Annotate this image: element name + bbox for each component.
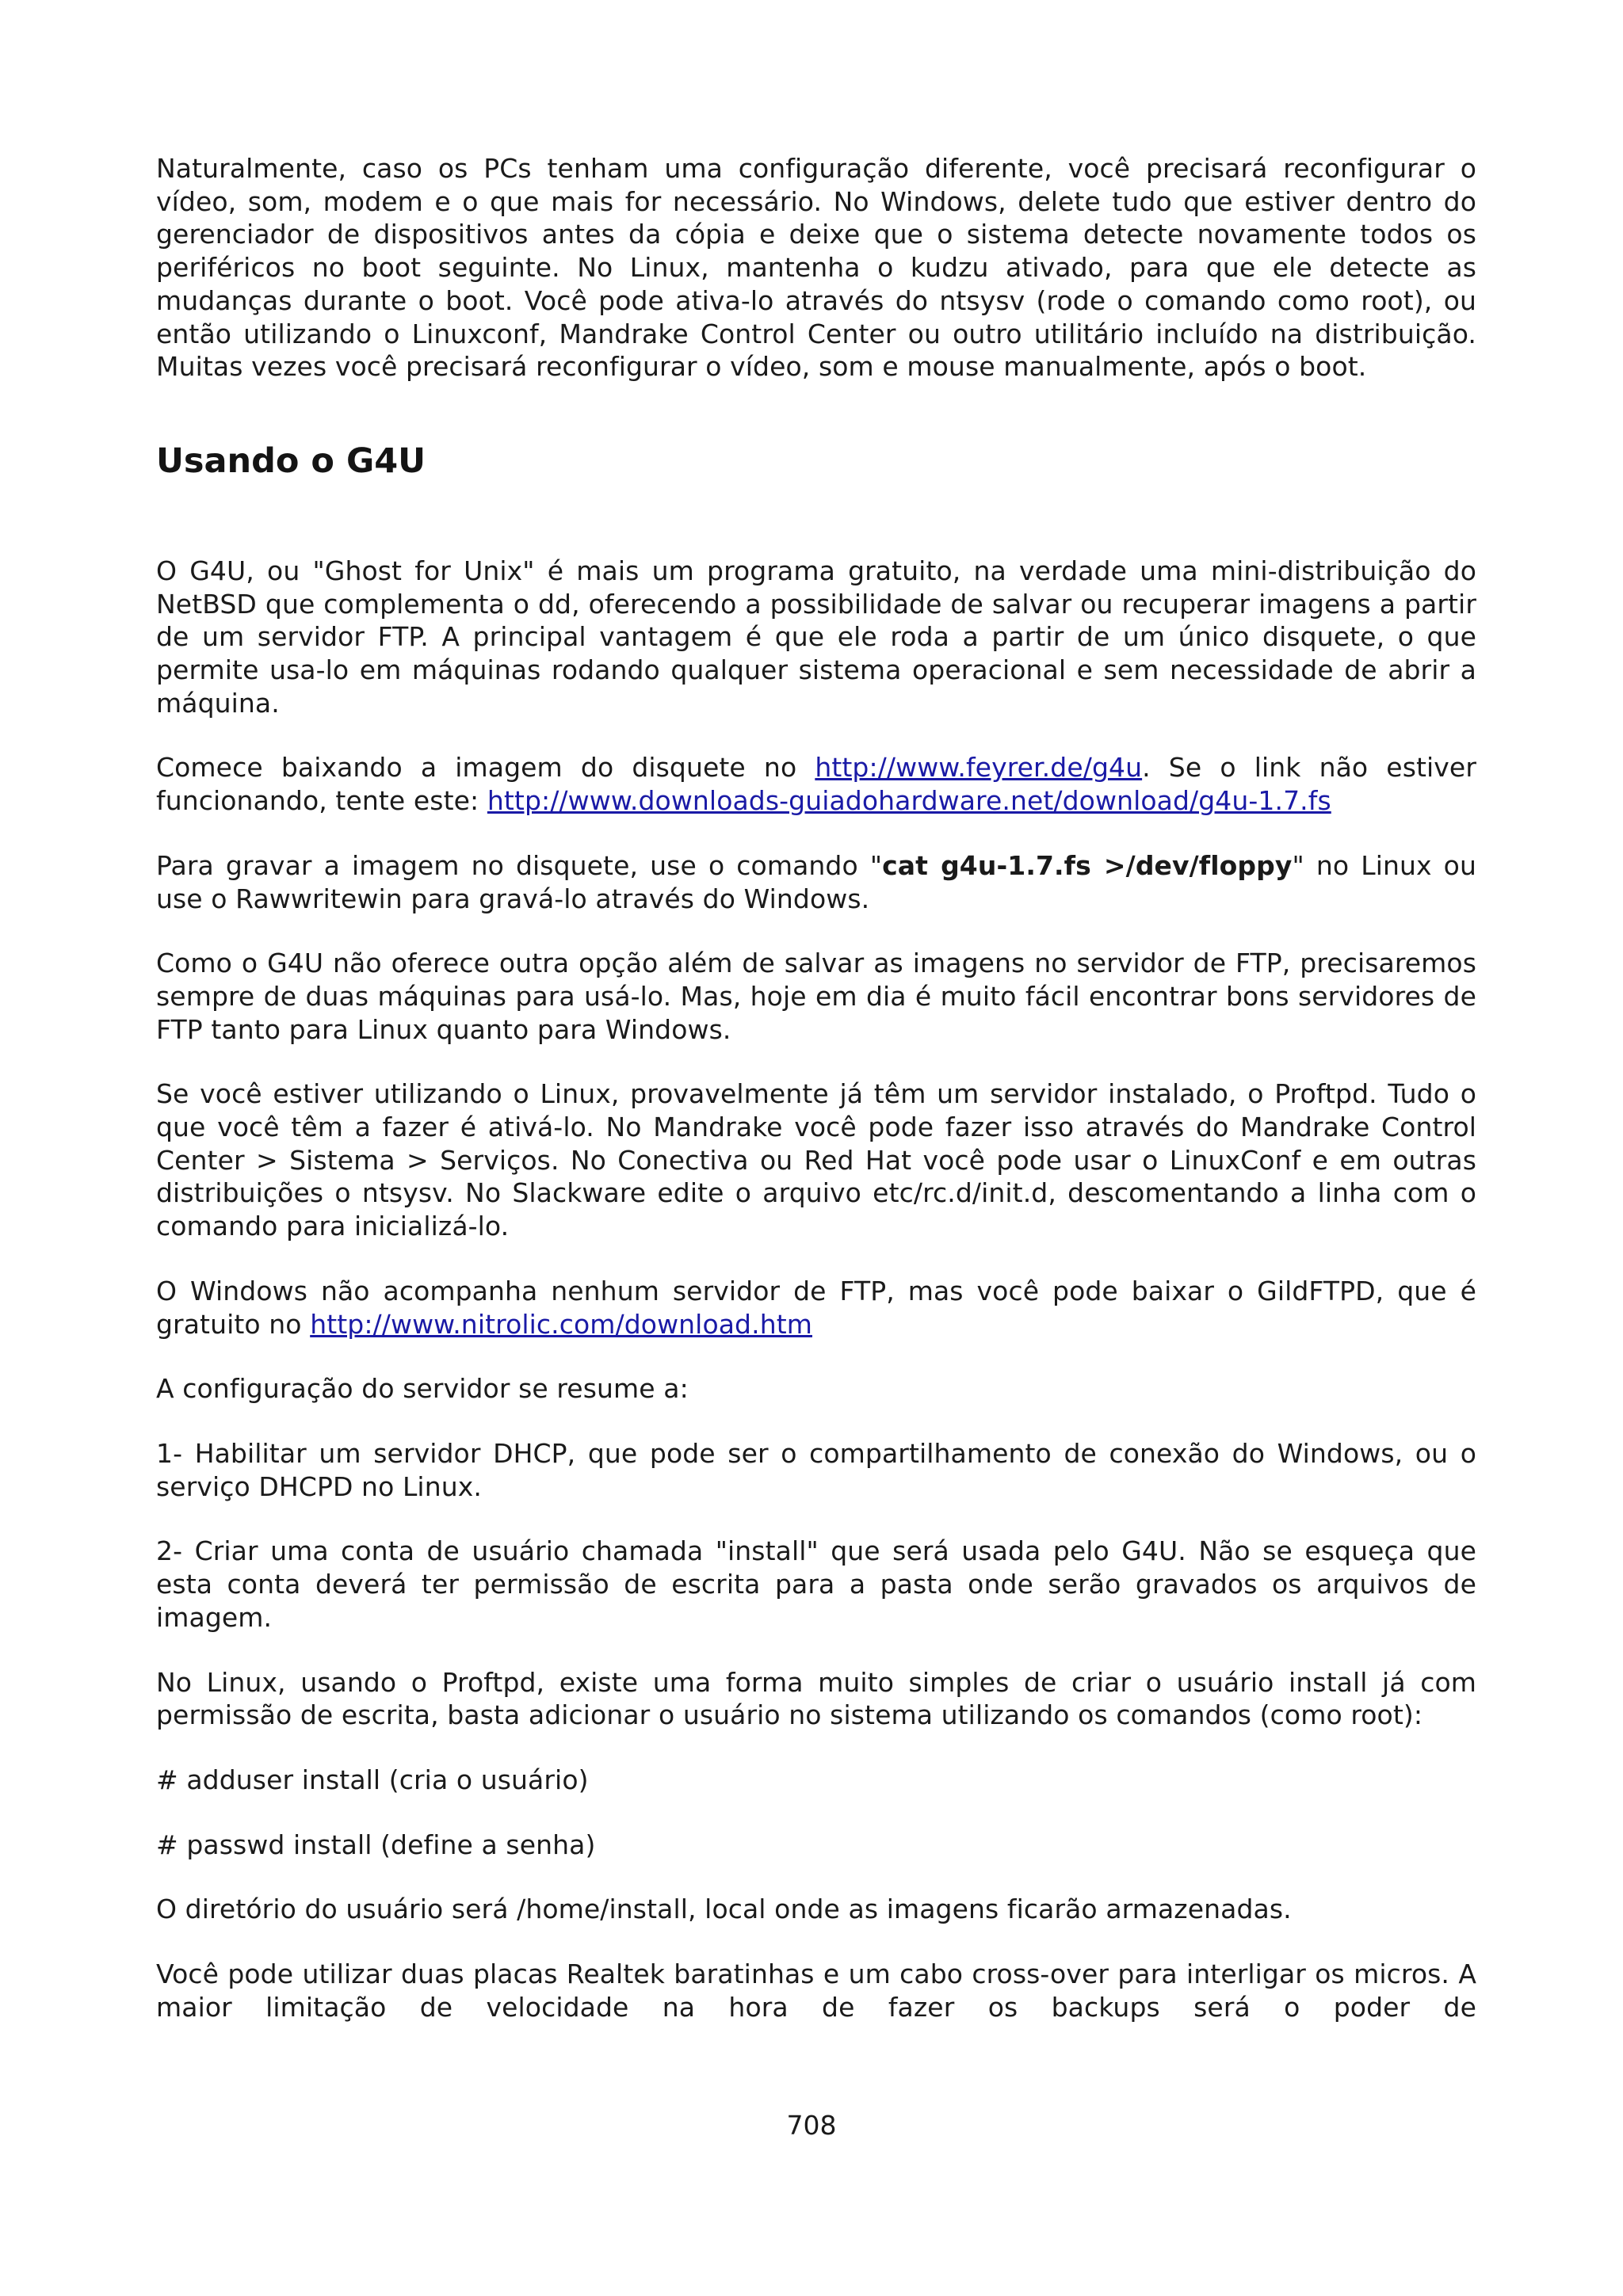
command-adduser: # adduser install (cria o usuário)	[156, 1764, 589, 1795]
section-heading: Usando o G4U	[156, 441, 426, 481]
page-number: 708	[786, 2110, 837, 2141]
document-page	[156, 152, 1476, 2055]
nitrolic-link[interactable]: http://www.nitrolic.com/download.htm	[310, 1308, 812, 1340]
paragraph-g4u-about: O G4U, ou "Ghost for Unix" é mais um programa gratuito, na verdade uma mini-distribuição do NetBSD que complementa o dd, oferecendo a possibilidade de salvar ou recuperar imagens a partir de um servidor FTP. A principal vantagem é que ele roda a partir de um único disquete, o que permite usa-lo em máquinas rodando qualquer sistema operacional e sem necessidade de abrir a máquina.	[156, 555, 1476, 719]
paragraph-linux-ftp: Se você estiver utilizando o Linux, provavelmente já têm um servidor instalado, o Proftpd. Tudo o que você têm a fazer é ativá-lo. No Mandrake você pode fazer isso através do Mandrake Control Center > Sistema > Serviços. No Conectiva ou Red Hat você pode usar o LinuxConf e em outras distribuições o ntsysv. No Slackware edite o arquivo etc/rc.d/init.d, descomentando a linha com o comando para inicializá-lo.	[156, 1078, 1476, 1242]
paragraph-ftp-only: Como o G4U não oferece outra opção além de salvar as imagens no servidor de FTP, precisaremos sempre de duas máquinas para usá-lo. Mas, hoje em dia é muito fácil encontrar bons servidores de FTP tanto para Linux quanto para Windows.	[156, 948, 1476, 1045]
paragraph-floppy	[156, 849, 1476, 915]
paragraph-config-intro: A configuração do servidor se resume a:	[156, 1373, 689, 1405]
paragraph-step1: 1- Habilitar um servidor DHCP, que pode ser o compartilhamento de conexão do Windows, ou o serviço DHCPD no Linux.	[156, 1437, 1476, 1502]
paragraph-home-dir: O diretório do usuário será /home/install, local onde as imagens ficarão armazenadas.	[156, 1894, 1292, 1925]
paragraph-step2: 2- Criar uma conta de usuário chamada "install" que será usada pelo G4U. Não se esqueça que esta conta deverá ter permissão de escrita para a pasta onde serão gravados os arquivos de imagem.	[156, 1535, 1476, 1633]
windows-ftp-text: O Windows não acompanha nenhum servidor de FTP, mas você pode baixar o GildFTPD, que é gratuito no	[156, 1275, 1476, 1340]
floppy-text-pre: Para gravar a imagem no disquete, use o comando "	[156, 849, 883, 881]
paragraph-windows-ftp	[156, 1275, 1476, 1341]
floppy-command: cat g4u-1.7.fs >/dev/floppy	[882, 849, 1293, 881]
floppy-text-post: " no Linux ou use o Rawwritewin para gravá-lo através do Windows.	[156, 849, 1476, 914]
paragraph-download	[156, 751, 1476, 817]
command-passwd: # passwd install (define a senha)	[156, 1829, 596, 1860]
feyrer-link[interactable]: http://www.feyrer.de/g4u	[815, 752, 1143, 784]
paragraph-intro: Naturalmente, caso os PCs tenham uma configuração diferente, você precisará reconfigurar o vídeo, som, modem e o que mais for necessário. No Windows, delete tudo que estiver dentro do gerenciador de dispositivos antes da cópia e deixe que o sistema detecte novamente todos os periféricos no boot seguinte. No Linux, mantenha o kudzu ativado, para que ele detecte as mudanças durante o boot. Você pode ativa-lo através do ntsysv (rode o comando como root), ou então utilizando o Linuxconf, Mandrake Control Center ou outro utilitário incluído na distribuição. Muitas vezes você precisará reconfigurar o vídeo, som e mouse manualmente, após o boot.	[156, 153, 1476, 383]
paragraph-realtek: Você pode utilizar duas placas Realtek baratinhas e um cabo cross-over para interligar os micros. A maior limitação de velocidade na hora de fazer os backups será o poder de	[156, 1958, 1476, 2023]
guiadohardware-link[interactable]: http://www.downloads-guiadohardware.net/download/g4u-1.7.fs	[487, 785, 1331, 817]
paragraph-proftpd-user: No Linux, usando o Proftpd, existe uma forma muito simples de criar o usuário install já com permissão de escrita, basta adicionar o usuário no sistema utilizando os comandos (como root):	[156, 1666, 1476, 1731]
download-text-mid: . Se o link não estiver funcionando, tente este:	[156, 752, 1476, 817]
download-text-pre: Comece baixando a imagem do disquete no	[156, 752, 815, 784]
